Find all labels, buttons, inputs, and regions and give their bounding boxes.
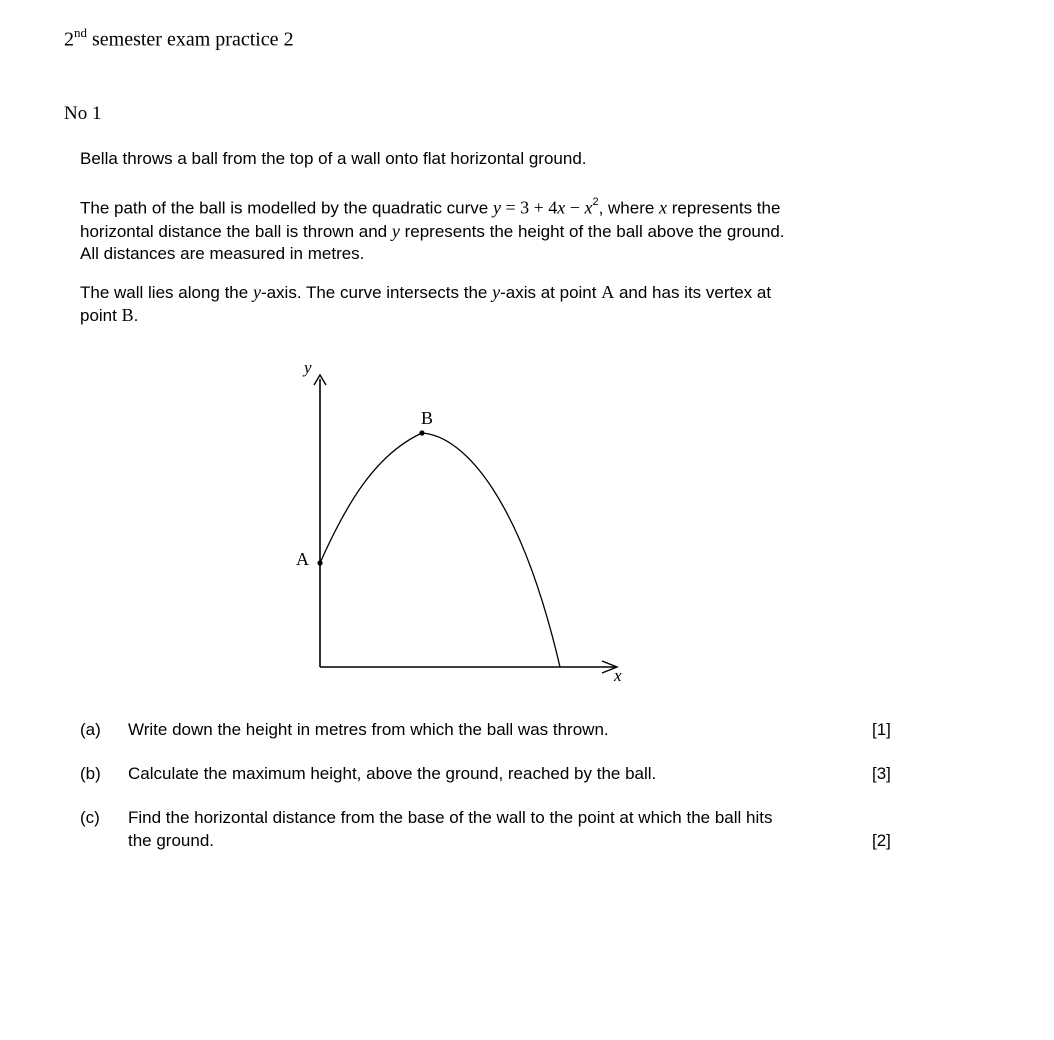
intro-paragraph <box>80 148 870 170</box>
wall-line-2 <box>80 304 870 327</box>
point-b-label: B <box>421 408 434 428</box>
x-axis-arrow <box>602 661 617 673</box>
part-b-label: (b) <box>80 764 101 783</box>
wall-line-1 <box>80 281 870 304</box>
part-a-text-line-1: Write down the height in metres from which the ball was thrown. <box>128 720 609 739</box>
model-line-1-end: represents the <box>667 198 781 218</box>
question-part-b <box>0 762 1054 786</box>
wall-line-1-end: and has its vertex at <box>614 283 772 302</box>
wall-paragraph <box>80 281 870 327</box>
variable-x: x <box>659 197 668 218</box>
equation-x1: x <box>557 197 566 218</box>
wall-line-2-end: . <box>133 306 139 325</box>
parabola-curve <box>320 433 560 667</box>
wall-line-1-mid2: -axis at point <box>500 283 602 302</box>
model-line-2 <box>80 220 870 243</box>
question-part-a <box>0 718 1054 742</box>
part-c-marks: [2] <box>872 831 891 850</box>
equation-x2: x <box>584 197 593 218</box>
wall-variable-y1: y <box>252 282 261 302</box>
part-b-text <box>128 762 848 785</box>
model-line-1-after: , where <box>598 198 660 218</box>
part-b-marks: [3] <box>872 764 891 783</box>
equation-minus: − <box>565 197 585 218</box>
point-a-dot <box>317 560 322 565</box>
part-a-text <box>128 718 848 741</box>
equation-mid: = 3 + 4 <box>500 197 558 218</box>
question-number: No 1 <box>64 103 102 124</box>
title-rest: semester exam practice 2 <box>87 28 294 51</box>
variable-y: y <box>391 220 400 241</box>
model-line-1 <box>80 193 870 220</box>
intro-text: Bella throws a ball from the top of a wall onto flat horizontal ground. <box>80 149 587 168</box>
model-paragraph <box>80 193 870 265</box>
part-a-label: (a) <box>80 720 101 739</box>
part-c-text-line-2: the ground. <box>128 831 215 850</box>
page-title <box>64 20 294 54</box>
point-b-dot <box>419 430 424 435</box>
model-line-2-start: horizontal distance the ball is thrown and <box>80 221 392 241</box>
part-c-text <box>128 806 848 852</box>
wall-variable-y2: y <box>492 282 501 302</box>
y-axis-arrow <box>314 375 326 385</box>
wall-point-b: B <box>121 305 134 325</box>
wall-line-1-mid: -axis. The curve intersects the <box>260 283 493 302</box>
wall-point-a: A <box>601 282 615 302</box>
equation-y: y <box>492 197 501 218</box>
x-axis-label: x <box>614 666 622 685</box>
equation-exponent: 2 <box>592 196 599 208</box>
wall-line-2-start: point <box>80 306 122 325</box>
model-line-2-end: represents the height of the ball above the ground. <box>399 221 785 241</box>
title-prefix: 2 <box>64 28 74 51</box>
model-line-3: All distances are measured in metres. <box>80 243 365 263</box>
part-c-text-line-1: Find the horizontal distance from the base of the wall to the point at which the ball hits <box>128 808 773 827</box>
question-part-c <box>0 806 1054 854</box>
wall-line-1-start: The wall lies along the <box>80 283 253 302</box>
part-a-marks: [1] <box>872 720 891 739</box>
point-a-label: A <box>296 549 309 569</box>
part-b-text-line-1: Calculate the maximum height, above the ground, reached by the ball. <box>128 764 657 783</box>
part-c-label: (c) <box>80 808 100 827</box>
title-superscript: nd <box>74 25 87 40</box>
model-line-1-start: The path of the ball is modelled by the quadratic curve <box>80 198 493 218</box>
y-axis-label: y <box>304 358 312 377</box>
